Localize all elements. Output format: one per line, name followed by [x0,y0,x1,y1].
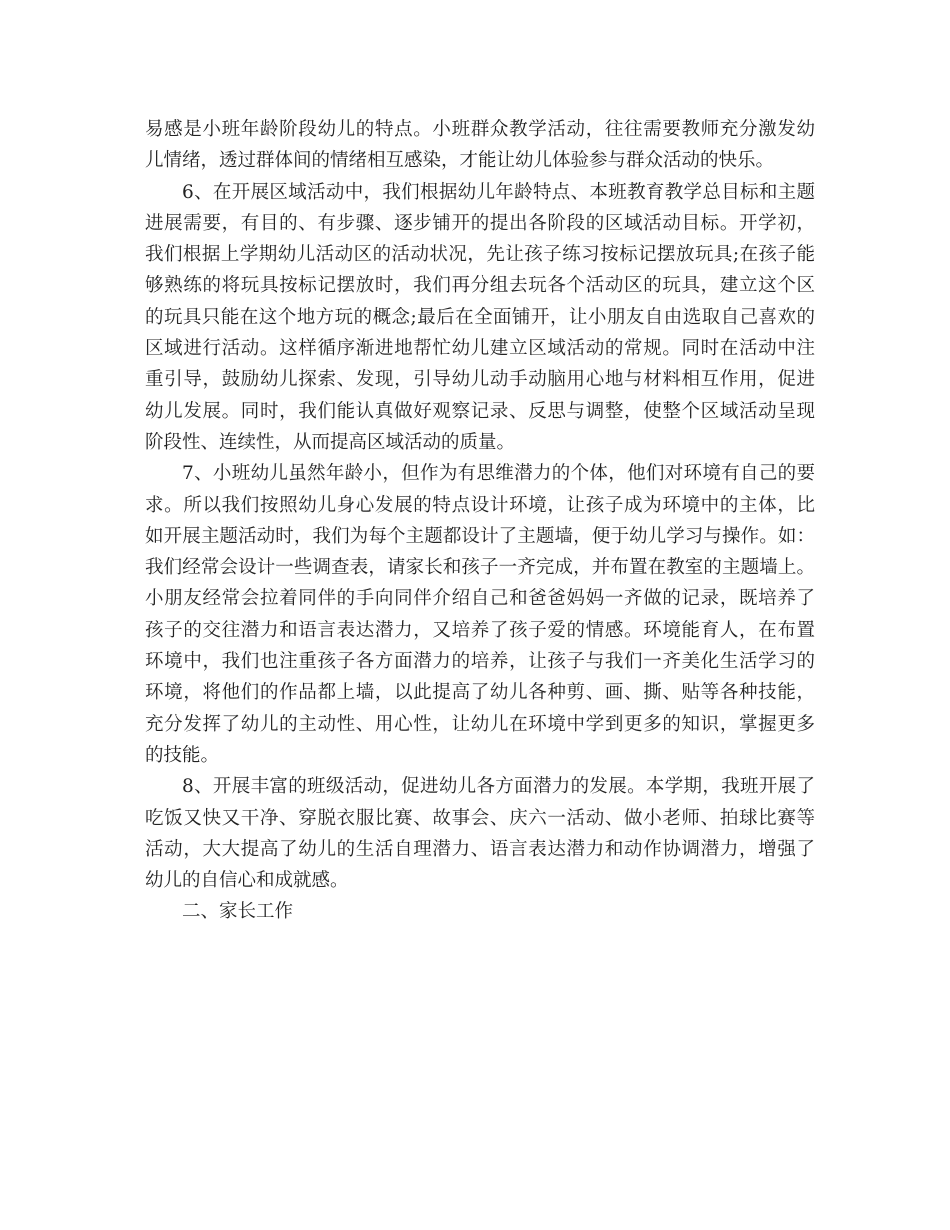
text-line: 7、小班幼儿虽然年龄小，但作为有思维潜力的个体，他们对环境有自己的要 [182,463,815,485]
text-line: 幼儿的自信心和成就感。 [145,870,349,892]
text-line: 孩子的交往潜力和语言表达潜力，又培养了孩子爱的情感。环境能育人，在布置 [145,619,815,641]
text-line: 进展需要，有目的、有步骤、逐步铺开的提出各阶段的区域活动目标。开学初， [145,212,815,234]
text-line: 的技能。 [145,744,220,766]
text-line: 充分发挥了幼儿的主动性、用心性，让幼儿在环境中学到更多的知识，掌握更多 [145,713,815,735]
text-line: 吃饭又快又干净、穿脱衣服比赛、故事会、庆六一活动、做小老师、拍球比赛等 [145,807,815,829]
text-line: 6、在开展区域活动中，我们根据幼儿年龄特点、本班教育教学总目标和主题 [182,181,815,203]
text-line: 我们经常会设计一些调查表，请家长和孩子一齐完成，并布置在教室的主题墙上。 [145,557,815,579]
text-line: 区域进行活动。这样循序渐进地帮忙幼儿建立区域活动的常规。同时在活动中注 [145,338,815,360]
text-line: 幼儿发展。同时，我们能认真做好观察记录、反思与调整，使整个区域活动呈现 [145,400,815,422]
document-body [145,114,815,928]
text-line: 易感是小班年龄阶段幼儿的特点。小班群众教学活动，往往需要教师充分激发幼 [145,119,815,140]
text-line: 的玩具只能在这个地方玩的概念;最后在全面铺开，让小朋友自由选取自己喜欢的 [145,306,815,328]
text-line: 儿情绪，透过群体间的情绪相互感染，才能让幼儿体验参与群众活动的快乐。 [145,150,775,172]
section-heading: 二、家长工作 [182,901,294,923]
text-line: 8、开展丰富的班级活动，促进幼儿各方面潜力的发展。本学期，我班开展了 [182,776,815,798]
text-line: 阶段性、连续性，从而提高区域活动的质量。 [145,431,516,453]
text-line: 环境，将他们的作品都上墙，以此提高了幼儿各种剪、画、撕、贴等各种技能， [145,682,815,704]
text-line: 如开展主题活动时，我们为每个主题都设计了主题墙，便于幼儿学习与操作。如： [145,525,815,547]
text-line: 小朋友经常会拉着同伴的手向同伴介绍自己和爸爸妈妈一齐做的记录，既培养了 [145,588,815,610]
text-line: 环境中，我们也注重孩子各方面潜力的培养，让孩子与我们一齐美化生活学习的 [145,651,815,673]
text-line: 我们根据上学期幼儿活动区的活动状况，先让孩子练习按标记摆放玩具;在孩子能 [145,244,815,266]
text-line: 求。所以我们按照幼儿身心发展的特点设计环境，让孩子成为环境中的主体，比 [145,494,815,516]
text-line: 活动，大大提高了幼儿的生活自理潜力、语言表达潜力和动作协调潜力，增强了 [145,838,815,860]
text-line: 够熟练的将玩具按标记摆放时，我们再分组去玩各个活动区的玩具，建立这个区 [145,275,815,297]
text-line: 重引导，鼓励幼儿探索、发现，引导幼儿动手动脑用心地与材料相互作用，促进 [145,369,815,391]
